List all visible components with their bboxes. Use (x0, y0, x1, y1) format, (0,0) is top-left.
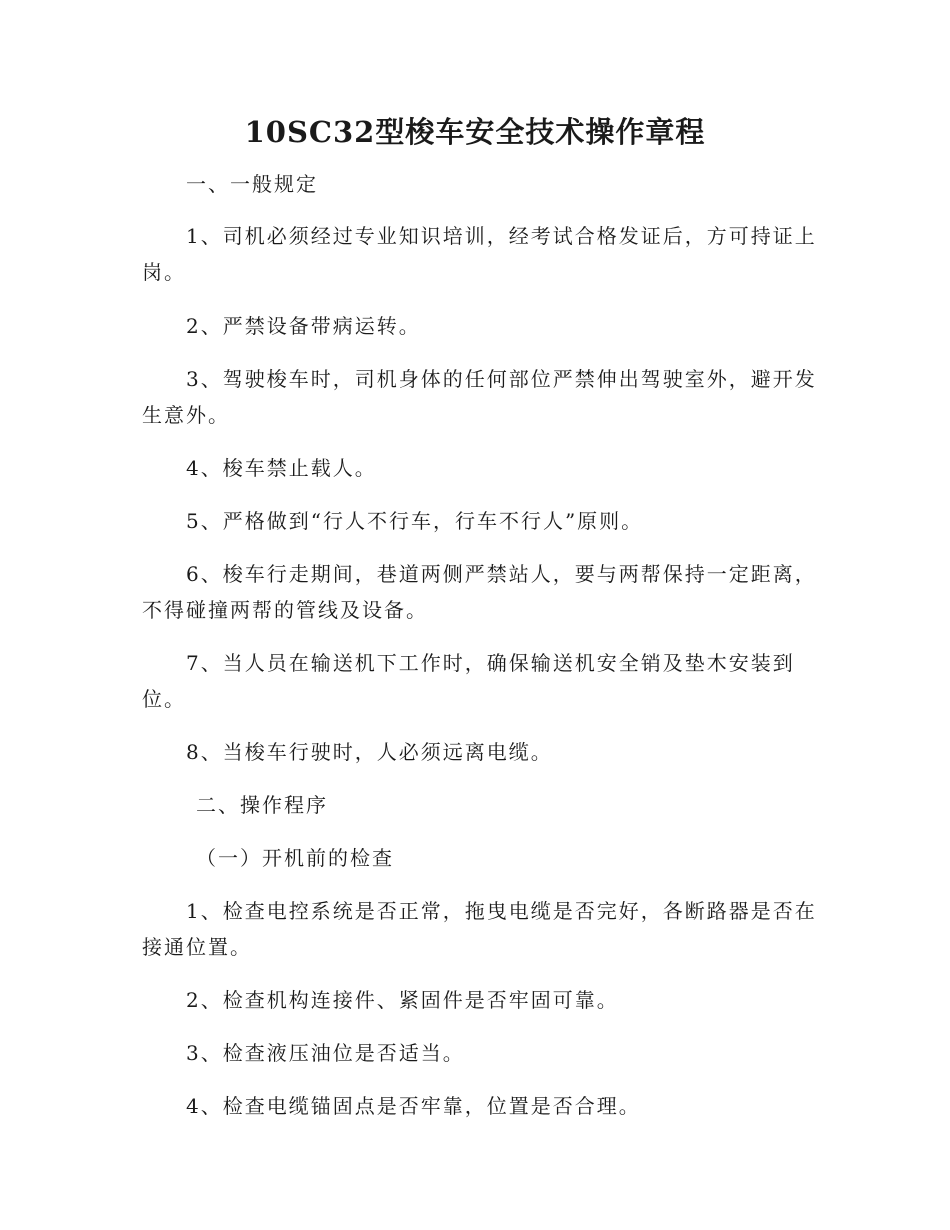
check-3: 3、检查液压油位是否适当。 (186, 1041, 465, 1065)
rule-3-line1: 3、驾驶梭车时，司机身体的任何部位严禁伸出驾驶室外，避开发 (186, 367, 817, 391)
check-1-line1: 1、检查电控系统是否正常，拖曳电缆是否完好，各断路器是否在 (186, 899, 817, 923)
document-title: 10SC32型梭车安全技术操作章程 (244, 115, 706, 149)
rule-4: 4、梭车禁止载人。 (186, 456, 377, 480)
check-2: 2、检查机构连接件、紧固件是否牢固可靠。 (186, 988, 619, 1012)
rule-6-line1: 6、梭车行走期间，巷道两侧严禁站人，要与两帮保持一定距离， (186, 562, 817, 586)
rule-2: 2、严禁设备带病运转。 (186, 314, 421, 338)
rule-6-line2: 不得碰撞两帮的管线及设备。 (142, 598, 428, 622)
rule-1-line2: 岗。 (142, 260, 186, 284)
section-heading-procedure: 二、操作程序 (196, 793, 328, 817)
rule-8: 8、当梭车行驶时，人必须远离电缆。 (186, 740, 553, 764)
rule-7-line2: 位。 (142, 687, 186, 711)
rule-3-line2: 生意外。 (142, 403, 230, 427)
rule-7-line1: 7、当人员在输送机下工作时，确保输送机安全销及垫木安装到 (186, 651, 795, 675)
check-4: 4、检查电缆锚固点是否牢靠，位置是否合理。 (186, 1094, 641, 1118)
rule-1-line1: 1、司机必须经过专业知识培训，经考试合格发证后，方可持证上 (186, 224, 817, 248)
subsection-heading-precheck: （一）开机前的检查 (196, 846, 394, 870)
section-heading-general: 一、一般规定 (186, 172, 318, 196)
rule-5: 5、严格做到“行人不行车，行车不行人”原则。 (186, 509, 644, 533)
check-1-line2: 接通位置。 (142, 935, 252, 959)
